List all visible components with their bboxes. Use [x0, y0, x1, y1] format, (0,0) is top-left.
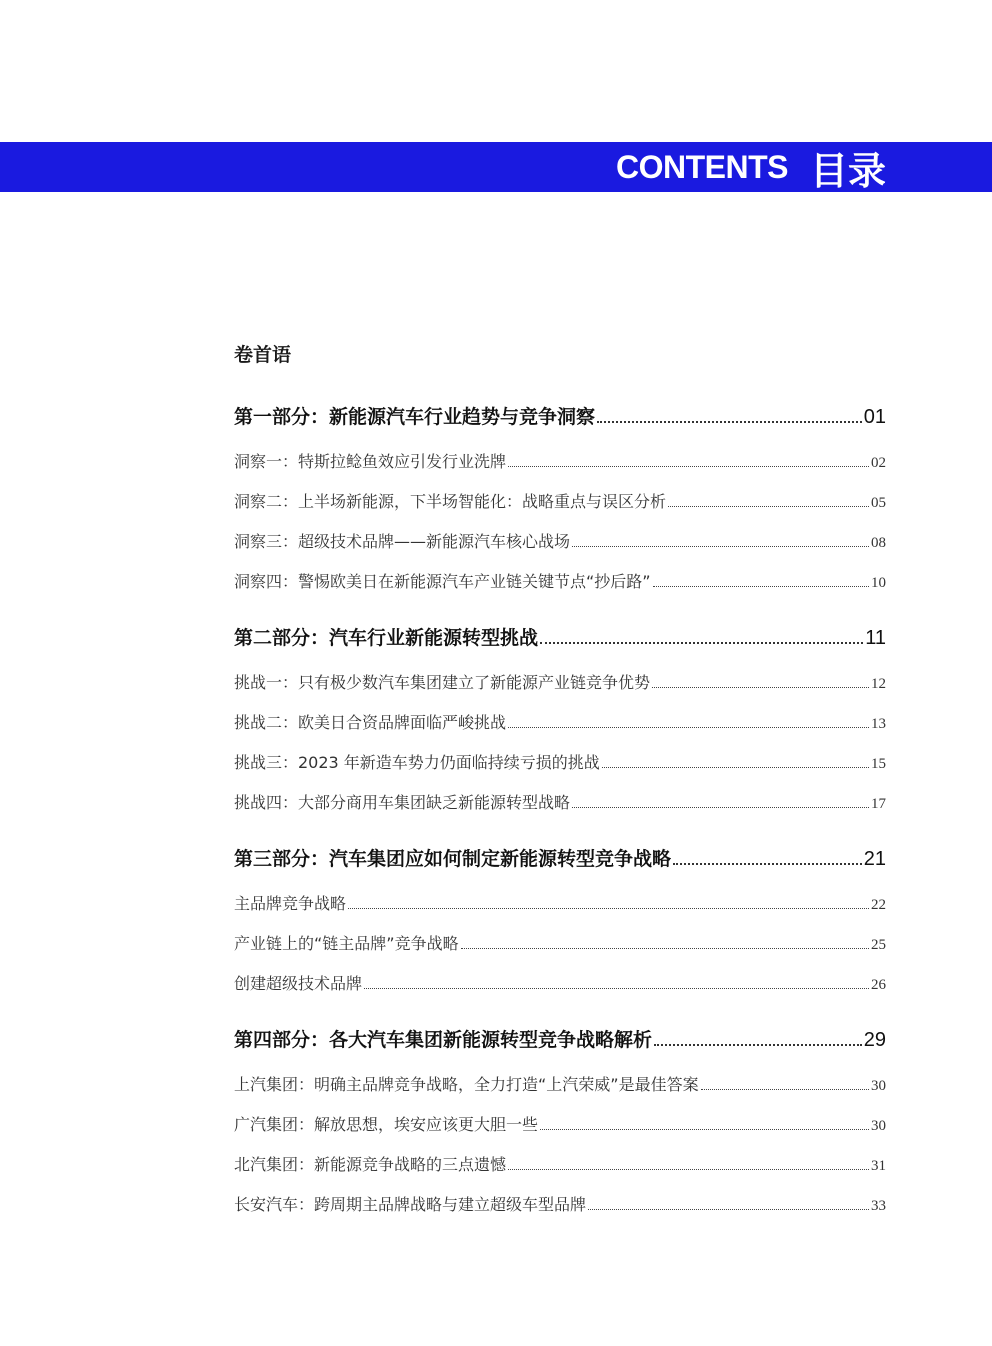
toc-item-title: 洞察四：警惕欧美日在新能源汽车产业链关键节点“抄后路”: [234, 569, 651, 592]
dot-leader: [508, 448, 869, 472]
toc-item-title: 北汽集团：新能源竞争战略的三点遗憾: [234, 1152, 506, 1175]
toc-page-number: 12: [871, 676, 886, 692]
toc-preface[interactable]: 卷首语: [234, 344, 292, 366]
toc-part-1[interactable]: [234, 399, 886, 429]
toc-item[interactable]: [234, 1151, 886, 1175]
toc-page-number: 29: [863, 1029, 886, 1051]
toc-page-number: 33: [871, 1198, 886, 1214]
page-title: [616, 142, 886, 192]
dot-leader: [540, 620, 863, 650]
toc-page-number: 30: [871, 1078, 886, 1094]
toc-item[interactable]: [234, 749, 886, 773]
toc-page-number: 31: [871, 1158, 886, 1174]
dot-leader: [653, 568, 869, 592]
toc-item-title: 挑战一：只有极少数汽车集团建立了新能源产业链竞争优势: [234, 670, 650, 693]
toc-item-title: 主品牌竞争战略: [234, 891, 346, 914]
toc-item[interactable]: [234, 970, 886, 994]
toc-item-title: 挑战三：2023 年新造车势力仍面临持续亏损的挑战: [234, 750, 600, 773]
dot-leader: [597, 399, 862, 429]
dot-leader: [364, 970, 869, 994]
toc-item[interactable]: [234, 1111, 886, 1135]
dot-leader: [668, 488, 869, 512]
toc-item-title: 创建超级技术品牌: [234, 971, 362, 994]
toc-part-4[interactable]: [234, 1022, 886, 1052]
toc-item[interactable]: [234, 669, 886, 693]
toc-item-title: 上汽集团：明确主品牌竞争战略，全力打造“上汽荣威”是最佳答案: [234, 1072, 699, 1095]
toc-item-title: 挑战四：大部分商用车集团缺乏新能源转型战略: [234, 790, 570, 813]
toc-part-3[interactable]: [234, 841, 886, 871]
toc-item[interactable]: [234, 488, 886, 512]
toc-page-number: 21: [863, 848, 886, 870]
toc-page-number: 15: [871, 756, 886, 772]
toc-item[interactable]: [234, 1071, 886, 1095]
title-chinese: 目录: [809, 148, 886, 193]
dot-leader: [572, 528, 869, 552]
toc-item-title: 广汽集团：解放思想，埃安应该更大胆一些: [234, 1112, 538, 1135]
toc-part-2[interactable]: [234, 620, 886, 650]
toc-page-number: 11: [865, 627, 886, 649]
toc-item-title: 洞察二：上半场新能源，下半场智能化：战略重点与误区分析: [234, 489, 666, 512]
toc-page-number: 26: [871, 977, 886, 993]
toc-page-number: 02: [871, 455, 886, 471]
toc-item[interactable]: [234, 448, 886, 472]
dot-leader: [461, 930, 869, 954]
title-english: CONTENTS: [615, 148, 788, 185]
toc-item[interactable]: [234, 568, 886, 592]
dot-leader: [652, 669, 869, 693]
dot-leader: [508, 709, 869, 733]
toc-page-number: 01: [863, 406, 886, 428]
toc-part-title: 第四部分：各大汽车集团新能源转型竞争战略解析: [234, 1025, 652, 1052]
toc-item[interactable]: [234, 709, 886, 733]
header-band: [0, 142, 992, 192]
toc-item-title: 洞察三：超级技术品牌——新能源汽车核心战场: [234, 529, 570, 552]
toc-page-number: 05: [871, 495, 886, 511]
toc-item[interactable]: [234, 890, 886, 914]
dot-leader: [572, 789, 869, 813]
dot-leader: [673, 841, 862, 871]
toc-item[interactable]: [234, 1191, 886, 1215]
toc-item[interactable]: [234, 930, 886, 954]
toc-page-number: 13: [871, 716, 886, 732]
dot-leader: [701, 1071, 869, 1095]
toc-item-title: 洞察一：特斯拉鲶鱼效应引发行业洗牌: [234, 449, 506, 472]
dot-leader: [602, 749, 869, 773]
toc-page-number: 08: [871, 535, 886, 551]
dot-leader: [508, 1151, 869, 1175]
toc-item-title: 挑战二：欧美日合资品牌面临严峻挑战: [234, 710, 506, 733]
toc-page-number: 25: [871, 937, 886, 953]
toc-item[interactable]: [234, 789, 886, 813]
toc-page-number: 30: [871, 1118, 886, 1134]
toc-page-number: 22: [871, 897, 886, 913]
toc-item-title: 长安汽车：跨周期主品牌战略与建立超级车型品牌: [234, 1192, 586, 1215]
dot-leader: [588, 1191, 869, 1215]
toc-page-number: 17: [871, 796, 886, 812]
toc-item-title: 产业链上的“链主品牌”竞争战略: [234, 931, 459, 954]
toc-item[interactable]: [234, 528, 886, 552]
dot-leader: [348, 890, 869, 914]
toc-page-number: 10: [871, 575, 886, 591]
dot-leader: [654, 1022, 862, 1052]
dot-leader: [540, 1111, 869, 1135]
toc-part-title: 第一部分：新能源汽车行业趋势与竞争洞察: [234, 402, 595, 429]
toc-part-title: 第三部分：汽车集团应如何制定新能源转型竞争战略: [234, 844, 671, 871]
toc-part-title: 第二部分：汽车行业新能源转型挑战: [234, 623, 538, 650]
